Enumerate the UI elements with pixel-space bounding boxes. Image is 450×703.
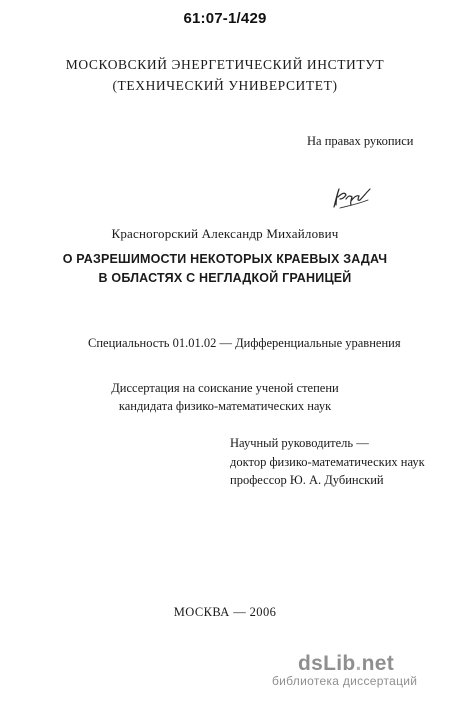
institute-name: МОСКОВСКИЙ ЭНЕРГЕТИЧЕСКИЙ ИНСТИТУТ [65,57,385,72]
watermark-tagline: библиотека диссертаций [272,674,418,688]
thesis-title-line2: В ОБЛАСТЯХ С НЕГЛАДКОЙ ГРАНИЦЕЙ [98,271,352,285]
supervisor-degree: доктор физико-математических наук [230,455,425,469]
institute-subtitle: (ТЕХНИЧЕСКИЙ УНИВЕРСИТЕТ) [112,78,338,93]
watermark [272,652,418,688]
dissertation-degree-line1: Диссертация на соискание ученой степени [111,381,339,395]
watermark-logo-left: dsLib [298,652,356,675]
signature-icon [330,183,372,213]
thesis-title-line1: О РАЗРЕШИМОСТИ НЕКОТОРЫХ КРАЕВЫХ ЗАДАЧ [62,252,388,266]
watermark-logo-dot: . [355,652,362,675]
specialty: Специальность 01.01.02 — Дифференциальные уравнения [88,336,401,350]
supervisor-label: Научный руководитель — [230,436,369,450]
rights-note: На правах рукописи [307,134,414,148]
dissertation-degree-line2: кандидата физико-математических наук [118,399,332,413]
watermark-logo-right: net [361,652,395,675]
author-name: Красногорский Александр Михайлович [111,226,339,241]
city-year: МОСКВА — 2006 [173,605,277,619]
catalog-number: 61:07-1/429 [183,10,267,27]
watermark-logo [298,652,417,676]
supervisor-name: профессор Ю. А. Дубинский [230,473,384,487]
